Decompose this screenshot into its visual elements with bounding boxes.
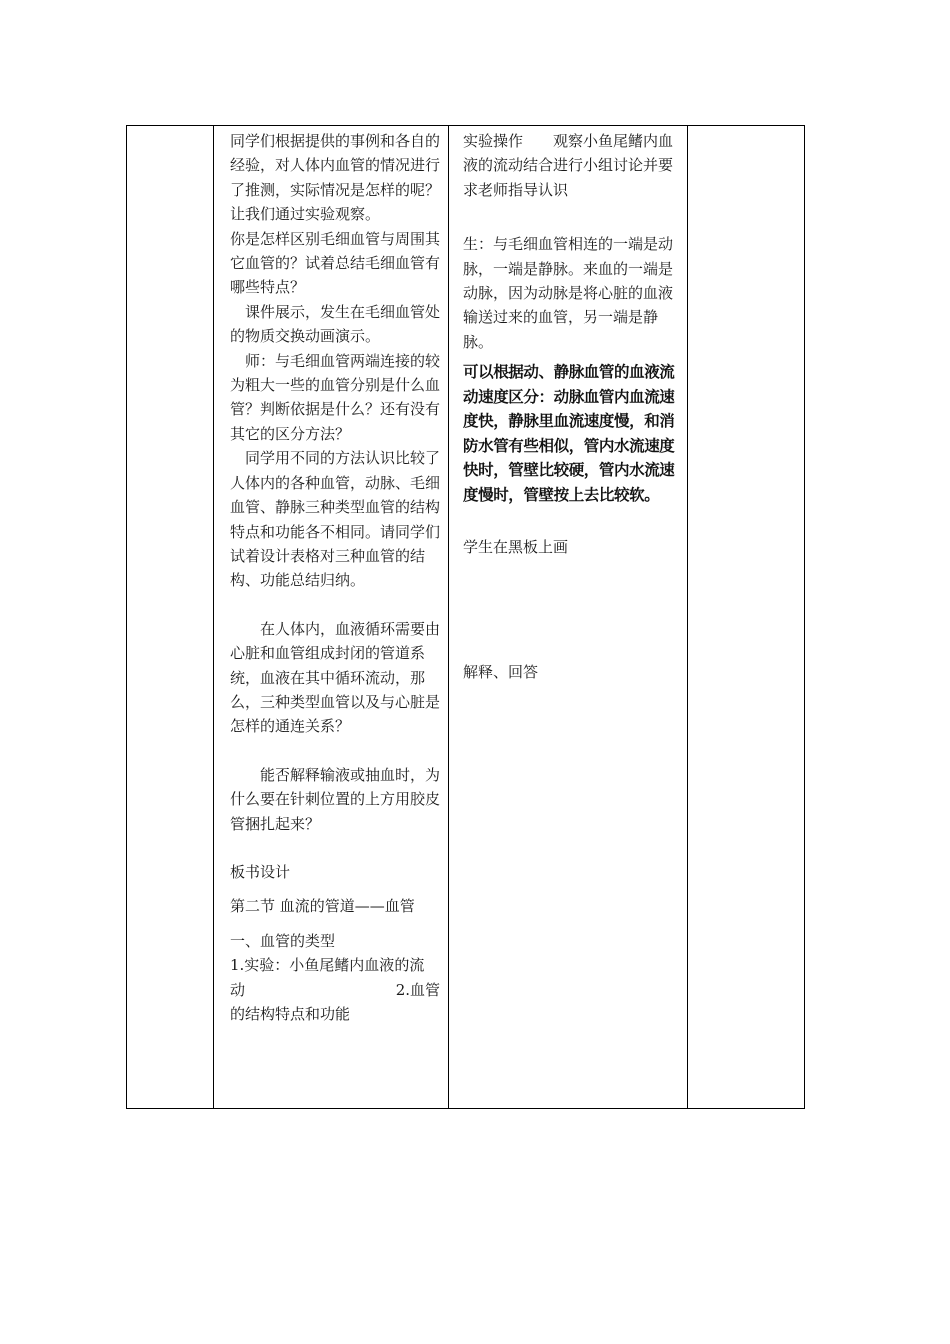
column-divider [687, 126, 688, 1108]
paragraph: 学生在黑板上画 [463, 538, 569, 557]
paragraph: 同学用不同的方法认识比较了人体内的各种血管，动脉、毛细血管、静脉三种类型血管的结构特点和功能各不相同。请同学们试着设计表格对三种血管的结构、功能总结归纳。 [230, 449, 441, 590]
column-divider [213, 126, 214, 1108]
board-design-title: 板书设计 [230, 862, 291, 881]
lesson-table [126, 125, 805, 1109]
board-item: 一、血管的类型 [230, 931, 336, 950]
paragraph: 解释、回答 [463, 662, 539, 681]
student-activity-column [457, 126, 685, 684]
paragraph: 同学们根据提供的事例和各自的经验，对人体内血管的情况进行了推测，实际情况是怎样的呢？让我们通过实验观察。 [230, 132, 441, 224]
paragraph: 师：与毛细血管两端连接的较为粗大一些的血管分别是什么血管？判断依据是什么？还有没有其它的区分方法？ [230, 351, 441, 443]
handwritten-note: 可以根据动、静脉血管的血液流动速度区分：动脉血管内血流速度快，静脉里血流速度慢，和消防水管有些相似，管内水流速度快时，管壁比较硬，管内水流速度慢时，管壁按上去比较软。 [463, 363, 675, 504]
paragraph: 实验操作 观察小鱼尾鳍内血液的流动结合进行小组讨论并要求老师指导认识 [463, 132, 674, 199]
board-section-heading: 第二节 血流的管道——血管 [230, 897, 415, 916]
board-item: 1.实验：小鱼尾鳍内血液的流 [230, 956, 425, 975]
column-divider [448, 126, 449, 1108]
teacher-activity-column [222, 126, 448, 1026]
board-item: 2.血管 [395, 980, 440, 999]
board-item: 的结构特点和功能 [230, 1005, 351, 1023]
paragraph: 课件展示，发生在毛细血管处的物质交换动画演示。 [230, 302, 441, 346]
paragraph: 在人体内，血液循环需要由心脏和血管组成封闭的管道系统，血液在其中循环流动，那么，三种类型血管以及与心脏是怎样的通连关系？ [230, 619, 441, 736]
board-item: 动 [230, 980, 246, 999]
paragraph: 能否解释输液或抽血时，为什么要在针刺位置的上方用胶皮管捆扎起来？ [230, 765, 441, 833]
paragraph: 生：与毛细血管相连的一端是动脉，一端是静脉。来血的一端是动脉，因为动脉是将心脏的血液输送过来的血管，另一端是静脉。 [463, 235, 674, 351]
board-item-row [230, 978, 440, 1002]
paragraph: 你是怎样区别毛细血管与周围其它血管的？试着总结毛细血管有哪些特点？ [230, 229, 441, 297]
